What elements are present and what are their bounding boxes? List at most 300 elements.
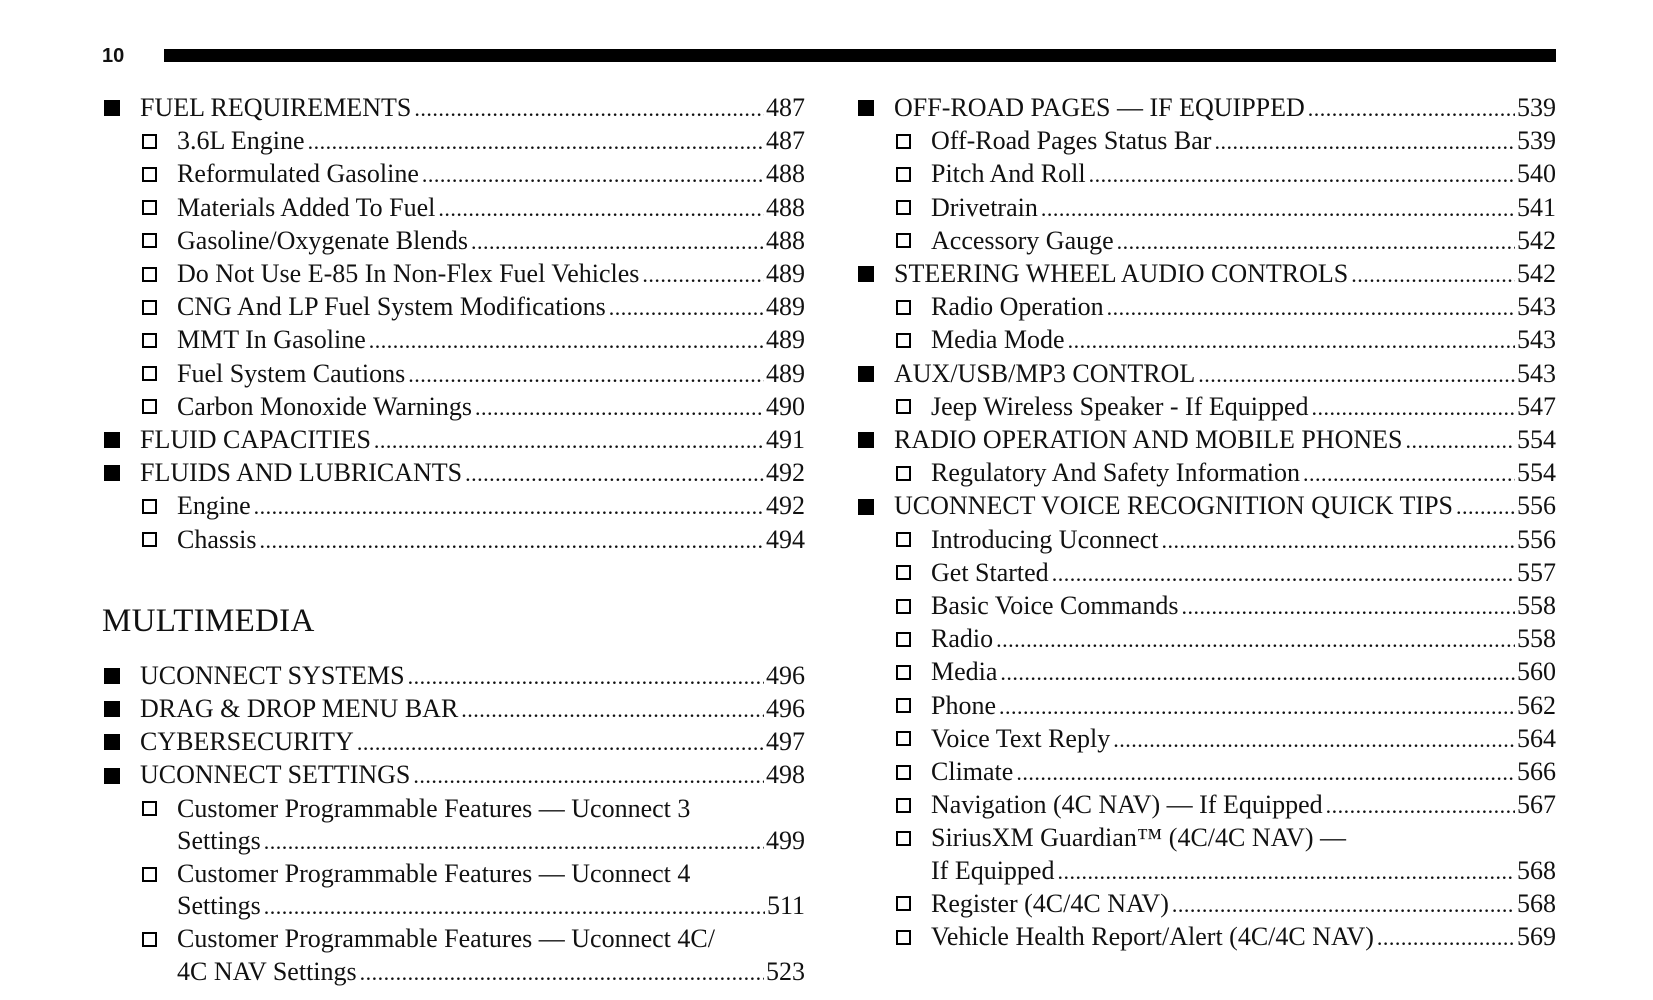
toc-entry-title-line: Customer Programmable Features — Uconnect 3 bbox=[177, 793, 691, 823]
toc-entry-title: CYBERSECURITY bbox=[140, 727, 354, 757]
toc-entry-title: Get Started bbox=[931, 557, 1049, 587]
toc-entry-title: Carbon Monoxide Warnings bbox=[177, 391, 472, 421]
toc-entry[interactable] bbox=[856, 424, 1556, 457]
toc-entry-title: RADIO OPERATION AND MOBILE PHONES bbox=[894, 425, 1403, 455]
toc-entry-line bbox=[140, 726, 805, 759]
hollow-square-bullet-icon bbox=[142, 801, 157, 816]
toc-entry-page-number: 494 bbox=[766, 524, 805, 554]
bullet-marker bbox=[142, 793, 157, 825]
toc-entry-page-number: 543 bbox=[1517, 325, 1556, 355]
toc-entry-page-number: 489 bbox=[766, 259, 805, 289]
toc-entry[interactable] bbox=[102, 158, 805, 191]
dot-leader bbox=[1308, 93, 1515, 125]
toc-entry-line bbox=[931, 723, 1556, 756]
bullet-marker bbox=[858, 358, 874, 390]
hollow-square-bullet-icon bbox=[896, 831, 911, 846]
toc-entry-page-number: 556 bbox=[1517, 491, 1556, 521]
bullet-marker bbox=[896, 192, 911, 224]
toc-entry[interactable] bbox=[856, 92, 1556, 125]
toc-entry[interactable] bbox=[856, 888, 1556, 921]
toc-entry-page-number: 523 bbox=[766, 956, 805, 986]
toc-right-column bbox=[856, 92, 1556, 954]
toc-entry-line bbox=[931, 192, 1556, 225]
hollow-square-bullet-icon bbox=[896, 599, 911, 614]
toc-entry-page-number: 566 bbox=[1517, 757, 1556, 787]
toc-entry-page-number: 489 bbox=[766, 325, 805, 355]
filled-square-bullet-icon bbox=[104, 465, 120, 481]
toc-entry-title: Climate bbox=[931, 757, 1014, 787]
toc-entry[interactable] bbox=[102, 693, 805, 726]
toc-entry-line bbox=[931, 158, 1556, 191]
dot-leader bbox=[413, 760, 764, 792]
bullet-marker bbox=[142, 291, 157, 323]
filled-square-bullet-icon bbox=[104, 734, 120, 750]
toc-entry-page-number: 562 bbox=[1517, 690, 1556, 720]
toc-entry-title: Gasoline/Oxygenate Blends bbox=[177, 225, 468, 255]
dot-leader bbox=[308, 126, 764, 158]
hollow-square-bullet-icon bbox=[142, 200, 157, 215]
toc-entry-title: Media bbox=[931, 657, 998, 687]
hollow-square-bullet-icon bbox=[896, 731, 911, 746]
bullet-marker bbox=[142, 358, 157, 390]
toc-entry-page-number: 492 bbox=[766, 458, 805, 488]
toc-entry-title: Fuel System Cautions bbox=[177, 358, 406, 388]
toc-entry[interactable] bbox=[856, 391, 1556, 424]
hollow-square-bullet-icon bbox=[142, 134, 157, 149]
hollow-square-bullet-icon bbox=[142, 867, 157, 882]
hollow-square-bullet-icon bbox=[896, 930, 911, 945]
toc-entry-page-number: 547 bbox=[1517, 391, 1556, 421]
dot-leader bbox=[1405, 425, 1515, 457]
toc-entry-title: MMT In Gasoline bbox=[177, 325, 366, 355]
bullet-marker bbox=[896, 888, 911, 920]
hollow-square-bullet-icon bbox=[142, 499, 157, 514]
toc-entry-line bbox=[931, 324, 1556, 357]
filled-square-bullet-icon bbox=[104, 768, 120, 784]
dot-leader bbox=[999, 691, 1515, 723]
dot-leader bbox=[996, 624, 1515, 656]
toc-entry-title: Register (4C/4C NAV) bbox=[931, 888, 1169, 918]
bullet-marker bbox=[896, 756, 911, 788]
dot-leader bbox=[264, 826, 764, 858]
toc-entry-title-line: Customer Programmable Features — Uconnect 4 bbox=[177, 859, 691, 889]
bullet-marker bbox=[858, 490, 874, 522]
toc-entry-line bbox=[140, 424, 805, 457]
hollow-square-bullet-icon bbox=[896, 565, 911, 580]
bullet-marker bbox=[896, 324, 911, 356]
toc-entry[interactable] bbox=[102, 92, 805, 125]
bullet-marker bbox=[858, 258, 874, 290]
toc-entry-line bbox=[894, 424, 1556, 457]
toc-entry-line bbox=[177, 890, 805, 923]
toc-entry-title: OFF-ROAD PAGES — IF EQUIPPED bbox=[894, 93, 1305, 122]
toc-entry-page-number: 541 bbox=[1517, 192, 1556, 222]
toc-entry-title: Phone bbox=[931, 690, 996, 720]
toc-entry-line bbox=[177, 125, 805, 158]
toc-entry-page-number: 558 bbox=[1517, 591, 1556, 621]
bullet-marker bbox=[896, 690, 911, 722]
dot-leader bbox=[609, 292, 764, 324]
toc-entry[interactable] bbox=[102, 793, 805, 858]
toc-entry-line bbox=[177, 490, 805, 523]
toc-entry[interactable] bbox=[102, 457, 805, 490]
toc-entry-line bbox=[177, 258, 805, 291]
bullet-marker bbox=[142, 391, 157, 423]
bullet-marker bbox=[142, 258, 157, 290]
dot-leader bbox=[475, 392, 764, 424]
toc-entry-line bbox=[931, 756, 1556, 789]
dot-leader bbox=[1312, 392, 1515, 424]
toc-entry-line bbox=[894, 358, 1556, 391]
toc-entry-line bbox=[931, 125, 1556, 158]
toc-entry-line bbox=[140, 92, 805, 125]
toc-entry-title: CNG And LP Fuel System Modifications bbox=[177, 292, 606, 322]
bullet-marker bbox=[896, 723, 911, 755]
toc-entry[interactable] bbox=[102, 225, 805, 258]
dot-leader bbox=[1113, 724, 1515, 756]
toc-entry-title: FLUID CAPACITIES bbox=[140, 425, 371, 455]
toc-entry[interactable] bbox=[856, 789, 1556, 822]
toc-entry-title: FLUIDS AND LUBRICANTS bbox=[140, 458, 463, 488]
dot-leader bbox=[1326, 790, 1515, 822]
toc-entry[interactable] bbox=[102, 258, 805, 291]
dot-leader bbox=[414, 93, 764, 125]
filled-square-bullet-icon bbox=[858, 266, 874, 282]
dot-leader bbox=[1117, 226, 1515, 258]
toc-entry[interactable] bbox=[856, 921, 1556, 954]
toc-entry-title: Settings bbox=[177, 825, 261, 855]
toc-entry-title: Regulatory And Safety Information bbox=[931, 458, 1300, 488]
toc-entry-line bbox=[931, 590, 1556, 623]
toc-entry-line bbox=[931, 789, 1556, 822]
toc-entry-title-line: Customer Programmable Features — Uconnect 4C/ bbox=[177, 924, 715, 954]
toc-entry-page-number: 554 bbox=[1517, 458, 1556, 488]
dot-leader bbox=[1377, 922, 1515, 954]
dot-leader bbox=[1351, 259, 1515, 291]
toc-entry-line bbox=[931, 524, 1556, 557]
toc-entry-page-number: 492 bbox=[766, 491, 805, 521]
toc-entry[interactable] bbox=[102, 324, 805, 357]
bullet-marker bbox=[142, 125, 157, 157]
bullet-marker bbox=[896, 557, 911, 589]
hollow-square-bullet-icon bbox=[896, 399, 911, 414]
toc-entry-line bbox=[931, 690, 1556, 723]
toc-entry[interactable] bbox=[102, 524, 805, 557]
toc-entry-line bbox=[177, 524, 805, 557]
toc-entry-title: Radio bbox=[931, 624, 994, 654]
toc-entry-page-number: 568 bbox=[1517, 888, 1556, 918]
bullet-marker bbox=[142, 858, 157, 890]
toc-entry[interactable] bbox=[102, 726, 805, 759]
toc-entry-title: If Equipped bbox=[931, 855, 1055, 885]
dot-leader bbox=[1000, 657, 1515, 689]
bullet-marker bbox=[104, 424, 120, 456]
toc-entry-title: STEERING WHEEL AUDIO CONTROLS bbox=[894, 259, 1349, 289]
toc-entry-title: Introducing Uconnect bbox=[931, 524, 1159, 554]
toc-entry-page-number: 489 bbox=[766, 358, 805, 388]
toc-entry-title: UCONNECT VOICE RECOGNITION QUICK TIPS bbox=[894, 491, 1454, 521]
hollow-square-bullet-icon bbox=[896, 200, 911, 215]
toc-entry[interactable] bbox=[856, 457, 1556, 490]
filled-square-bullet-icon bbox=[104, 100, 120, 116]
toc-entry[interactable] bbox=[856, 756, 1556, 789]
toc-entry[interactable] bbox=[856, 125, 1556, 158]
bullet-marker bbox=[896, 291, 911, 323]
filled-square-bullet-icon bbox=[858, 432, 874, 448]
hollow-square-bullet-icon bbox=[896, 765, 911, 780]
toc-entry-line bbox=[931, 656, 1556, 689]
dot-leader bbox=[1089, 159, 1515, 191]
toc-entry-line bbox=[177, 158, 805, 191]
bullet-marker bbox=[896, 125, 911, 157]
toc-entry-line bbox=[177, 192, 805, 225]
toc-entry[interactable] bbox=[102, 291, 805, 324]
dot-leader bbox=[408, 661, 764, 693]
bullet-marker bbox=[142, 490, 157, 522]
toc-entry-line bbox=[931, 888, 1556, 921]
filled-square-bullet-icon bbox=[104, 668, 120, 684]
dot-leader bbox=[1214, 126, 1515, 158]
hollow-square-bullet-icon bbox=[896, 632, 911, 647]
toc-entry-page-number: 499 bbox=[766, 825, 805, 855]
toc-entry-title: 3.6L Engine bbox=[177, 126, 305, 156]
bullet-marker bbox=[104, 693, 120, 725]
bullet-marker bbox=[896, 524, 911, 556]
hollow-square-bullet-icon bbox=[896, 466, 911, 481]
toc-entry-line bbox=[894, 258, 1556, 291]
toc-entry-title: Off-Road Pages Status Bar bbox=[931, 126, 1212, 156]
section-heading-multimedia: MULTIMEDIA bbox=[102, 602, 315, 639]
toc-entry-line bbox=[931, 623, 1556, 656]
toc-entry[interactable] bbox=[102, 759, 805, 792]
toc-entry-title: Do Not Use E-85 In Non-Flex Fuel Vehicles bbox=[177, 259, 640, 289]
toc-entry[interactable] bbox=[856, 192, 1556, 225]
toc-entry-title: Basic Voice Commands bbox=[931, 591, 1179, 621]
toc-entry-line bbox=[931, 291, 1556, 324]
toc-entry-line bbox=[931, 855, 1556, 888]
hollow-square-bullet-icon bbox=[142, 233, 157, 248]
toc-entry-page-number: 569 bbox=[1517, 922, 1556, 952]
toc-entry-line bbox=[177, 825, 805, 858]
toc-entry[interactable] bbox=[102, 490, 805, 523]
toc-list-right bbox=[856, 92, 1556, 954]
toc-entry-title: Chassis bbox=[177, 524, 257, 554]
toc-entry-page-number: 564 bbox=[1517, 723, 1556, 753]
bullet-marker bbox=[896, 158, 911, 190]
toc-entry-title: 4C NAV Settings bbox=[177, 956, 357, 986]
toc-entry-line bbox=[931, 457, 1556, 490]
hollow-square-bullet-icon bbox=[142, 366, 157, 381]
toc-entry-page-number: 556 bbox=[1517, 524, 1556, 554]
bullet-marker bbox=[142, 324, 157, 356]
bullet-marker bbox=[104, 457, 120, 489]
toc-entry-page-number: 489 bbox=[766, 292, 805, 322]
toc-entry[interactable] bbox=[856, 490, 1556, 523]
bullet-marker bbox=[104, 660, 120, 692]
toc-entry-page-number: 540 bbox=[1517, 159, 1556, 189]
toc-entry-line bbox=[931, 921, 1556, 954]
bullet-marker bbox=[896, 822, 911, 854]
bullet-marker bbox=[896, 921, 911, 953]
toc-entry-page-number: 557 bbox=[1517, 557, 1556, 587]
toc-entry-page-number: 542 bbox=[1517, 259, 1556, 289]
hollow-square-bullet-icon bbox=[142, 333, 157, 348]
toc-entry-page-number: 496 bbox=[766, 660, 805, 690]
toc-entry-page-number: 511 bbox=[766, 891, 805, 921]
hollow-square-bullet-icon bbox=[896, 798, 911, 813]
toc-entry[interactable] bbox=[102, 424, 805, 457]
toc-entry-title: Voice Text Reply bbox=[931, 723, 1111, 753]
dot-leader bbox=[422, 159, 764, 191]
toc-entry-page-number: 490 bbox=[766, 391, 805, 421]
toc-entry[interactable] bbox=[856, 590, 1556, 623]
toc-entry[interactable] bbox=[102, 923, 805, 988]
toc-entry[interactable] bbox=[856, 723, 1556, 756]
hollow-square-bullet-icon bbox=[896, 532, 911, 547]
dot-leader bbox=[642, 259, 764, 291]
toc-entry[interactable] bbox=[856, 623, 1556, 656]
hollow-square-bullet-icon bbox=[142, 532, 157, 547]
dot-leader bbox=[1107, 292, 1515, 324]
toc-entry-page-number: 568 bbox=[1517, 855, 1556, 885]
toc-entry-page-number: 488 bbox=[766, 159, 805, 189]
toc-entry-title: Drivetrain bbox=[931, 192, 1038, 222]
dot-leader bbox=[461, 694, 764, 726]
toc-entry-title: FUEL REQUIREMENTS bbox=[140, 93, 412, 122]
hollow-square-bullet-icon bbox=[896, 665, 911, 680]
filled-square-bullet-icon bbox=[104, 701, 120, 717]
hollow-square-bullet-icon bbox=[142, 300, 157, 315]
dot-leader bbox=[1456, 491, 1515, 523]
toc-entry-title: Jeep Wireless Speaker - If Equipped bbox=[931, 391, 1309, 421]
toc-entry-line bbox=[894, 92, 1556, 125]
toc-entry-line bbox=[931, 557, 1556, 590]
toc-entry-line bbox=[140, 693, 805, 726]
toc-entry[interactable] bbox=[102, 660, 805, 693]
toc-entry-title: Accessory Gauge bbox=[931, 225, 1114, 255]
hollow-square-bullet-icon bbox=[896, 896, 911, 911]
toc-entry-line bbox=[931, 391, 1556, 424]
toc-entry-page-number: 539 bbox=[1517, 126, 1556, 156]
toc-entry[interactable] bbox=[856, 690, 1556, 723]
bullet-marker bbox=[896, 623, 911, 655]
toc-entry[interactable] bbox=[856, 557, 1556, 590]
bullet-marker bbox=[858, 92, 874, 124]
toc-entry[interactable] bbox=[856, 324, 1556, 357]
toc-entry-title: Materials Added To Fuel bbox=[177, 192, 436, 222]
toc-entry-page-number: 491 bbox=[766, 425, 805, 455]
dot-leader bbox=[1057, 856, 1515, 888]
filled-square-bullet-icon bbox=[858, 366, 874, 382]
dot-leader bbox=[369, 325, 764, 357]
dot-leader bbox=[1052, 558, 1515, 590]
toc-entry-page-number: 487 bbox=[766, 126, 805, 156]
bullet-marker bbox=[104, 759, 120, 791]
hollow-square-bullet-icon bbox=[142, 167, 157, 182]
dot-leader bbox=[357, 727, 764, 759]
bullet-marker bbox=[896, 391, 911, 423]
toc-entry-page-number: 558 bbox=[1517, 624, 1556, 654]
dot-leader bbox=[264, 891, 765, 923]
toc-entry-line bbox=[177, 358, 805, 391]
dot-leader bbox=[1198, 359, 1515, 391]
dot-leader bbox=[465, 458, 764, 490]
dot-leader bbox=[1181, 591, 1515, 623]
dot-leader bbox=[254, 491, 764, 523]
toc-entry-title: UCONNECT SYSTEMS bbox=[140, 660, 405, 690]
bullet-marker bbox=[858, 424, 874, 456]
toc-entry[interactable] bbox=[102, 358, 805, 391]
toc-entry-title: Engine bbox=[177, 491, 251, 521]
toc-entry-line bbox=[894, 490, 1556, 523]
toc-entry-title: Media Mode bbox=[931, 325, 1065, 355]
bullet-marker bbox=[142, 158, 157, 190]
toc-entry[interactable] bbox=[856, 158, 1556, 191]
hollow-square-bullet-icon bbox=[142, 932, 157, 947]
dot-leader bbox=[438, 193, 764, 225]
bullet-marker bbox=[896, 457, 911, 489]
toc-entry[interactable] bbox=[102, 192, 805, 225]
toc-entry-page-number: 554 bbox=[1517, 425, 1556, 455]
toc-entry-line bbox=[931, 225, 1556, 258]
hollow-square-bullet-icon bbox=[896, 333, 911, 348]
toc-entry[interactable] bbox=[856, 656, 1556, 689]
dot-leader bbox=[471, 226, 764, 258]
toc-entry-page-number: 543 bbox=[1517, 358, 1556, 388]
toc-entry[interactable] bbox=[856, 524, 1556, 557]
toc-entry-page-number: 542 bbox=[1517, 225, 1556, 255]
toc-entry[interactable] bbox=[856, 258, 1556, 291]
bullet-marker bbox=[142, 192, 157, 224]
page-number: 10 bbox=[102, 45, 125, 67]
toc-list-fuel bbox=[102, 92, 805, 557]
toc-entry[interactable] bbox=[102, 858, 805, 923]
toc-left-column bbox=[102, 92, 805, 989]
toc-entry-title-line: SiriusXM Guardian™ (4C/4C NAV) — bbox=[931, 823, 1346, 853]
toc-entry[interactable] bbox=[856, 822, 1556, 887]
hollow-square-bullet-icon bbox=[896, 698, 911, 713]
toc-entry-line bbox=[140, 759, 805, 792]
filled-square-bullet-icon bbox=[858, 100, 874, 116]
bullet-marker bbox=[896, 789, 911, 821]
toc-entry-line bbox=[177, 225, 805, 258]
toc-entry-page-number: 543 bbox=[1517, 292, 1556, 322]
toc-entry-page-number: 496 bbox=[766, 694, 805, 724]
hollow-square-bullet-icon bbox=[142, 267, 157, 282]
dot-leader bbox=[1041, 193, 1515, 225]
toc-entry-title: Navigation (4C NAV) — If Equipped bbox=[931, 790, 1323, 820]
toc-entry-title: Settings bbox=[177, 891, 261, 921]
toc-entry[interactable] bbox=[856, 291, 1556, 324]
toc-entry[interactable] bbox=[856, 358, 1556, 391]
toc-entry-line bbox=[140, 660, 805, 693]
bullet-marker bbox=[896, 590, 911, 622]
bullet-marker bbox=[142, 923, 157, 955]
toc-entry[interactable] bbox=[102, 391, 805, 424]
dot-leader bbox=[1172, 889, 1515, 921]
hollow-square-bullet-icon bbox=[896, 134, 911, 149]
toc-entry-title: AUX/USB/MP3 CONTROL bbox=[894, 358, 1196, 388]
toc-entry-line bbox=[177, 391, 805, 424]
dot-leader bbox=[360, 957, 764, 989]
hollow-square-bullet-icon bbox=[896, 300, 911, 315]
hollow-square-bullet-icon bbox=[896, 167, 911, 182]
toc-entry-line bbox=[177, 291, 805, 324]
toc-entry[interactable] bbox=[102, 125, 805, 158]
toc-entry-title: Vehicle Health Report/Alert (4C/4C NAV) bbox=[931, 922, 1374, 952]
toc-entry-page-number: 498 bbox=[766, 760, 805, 790]
toc-entry[interactable] bbox=[856, 225, 1556, 258]
